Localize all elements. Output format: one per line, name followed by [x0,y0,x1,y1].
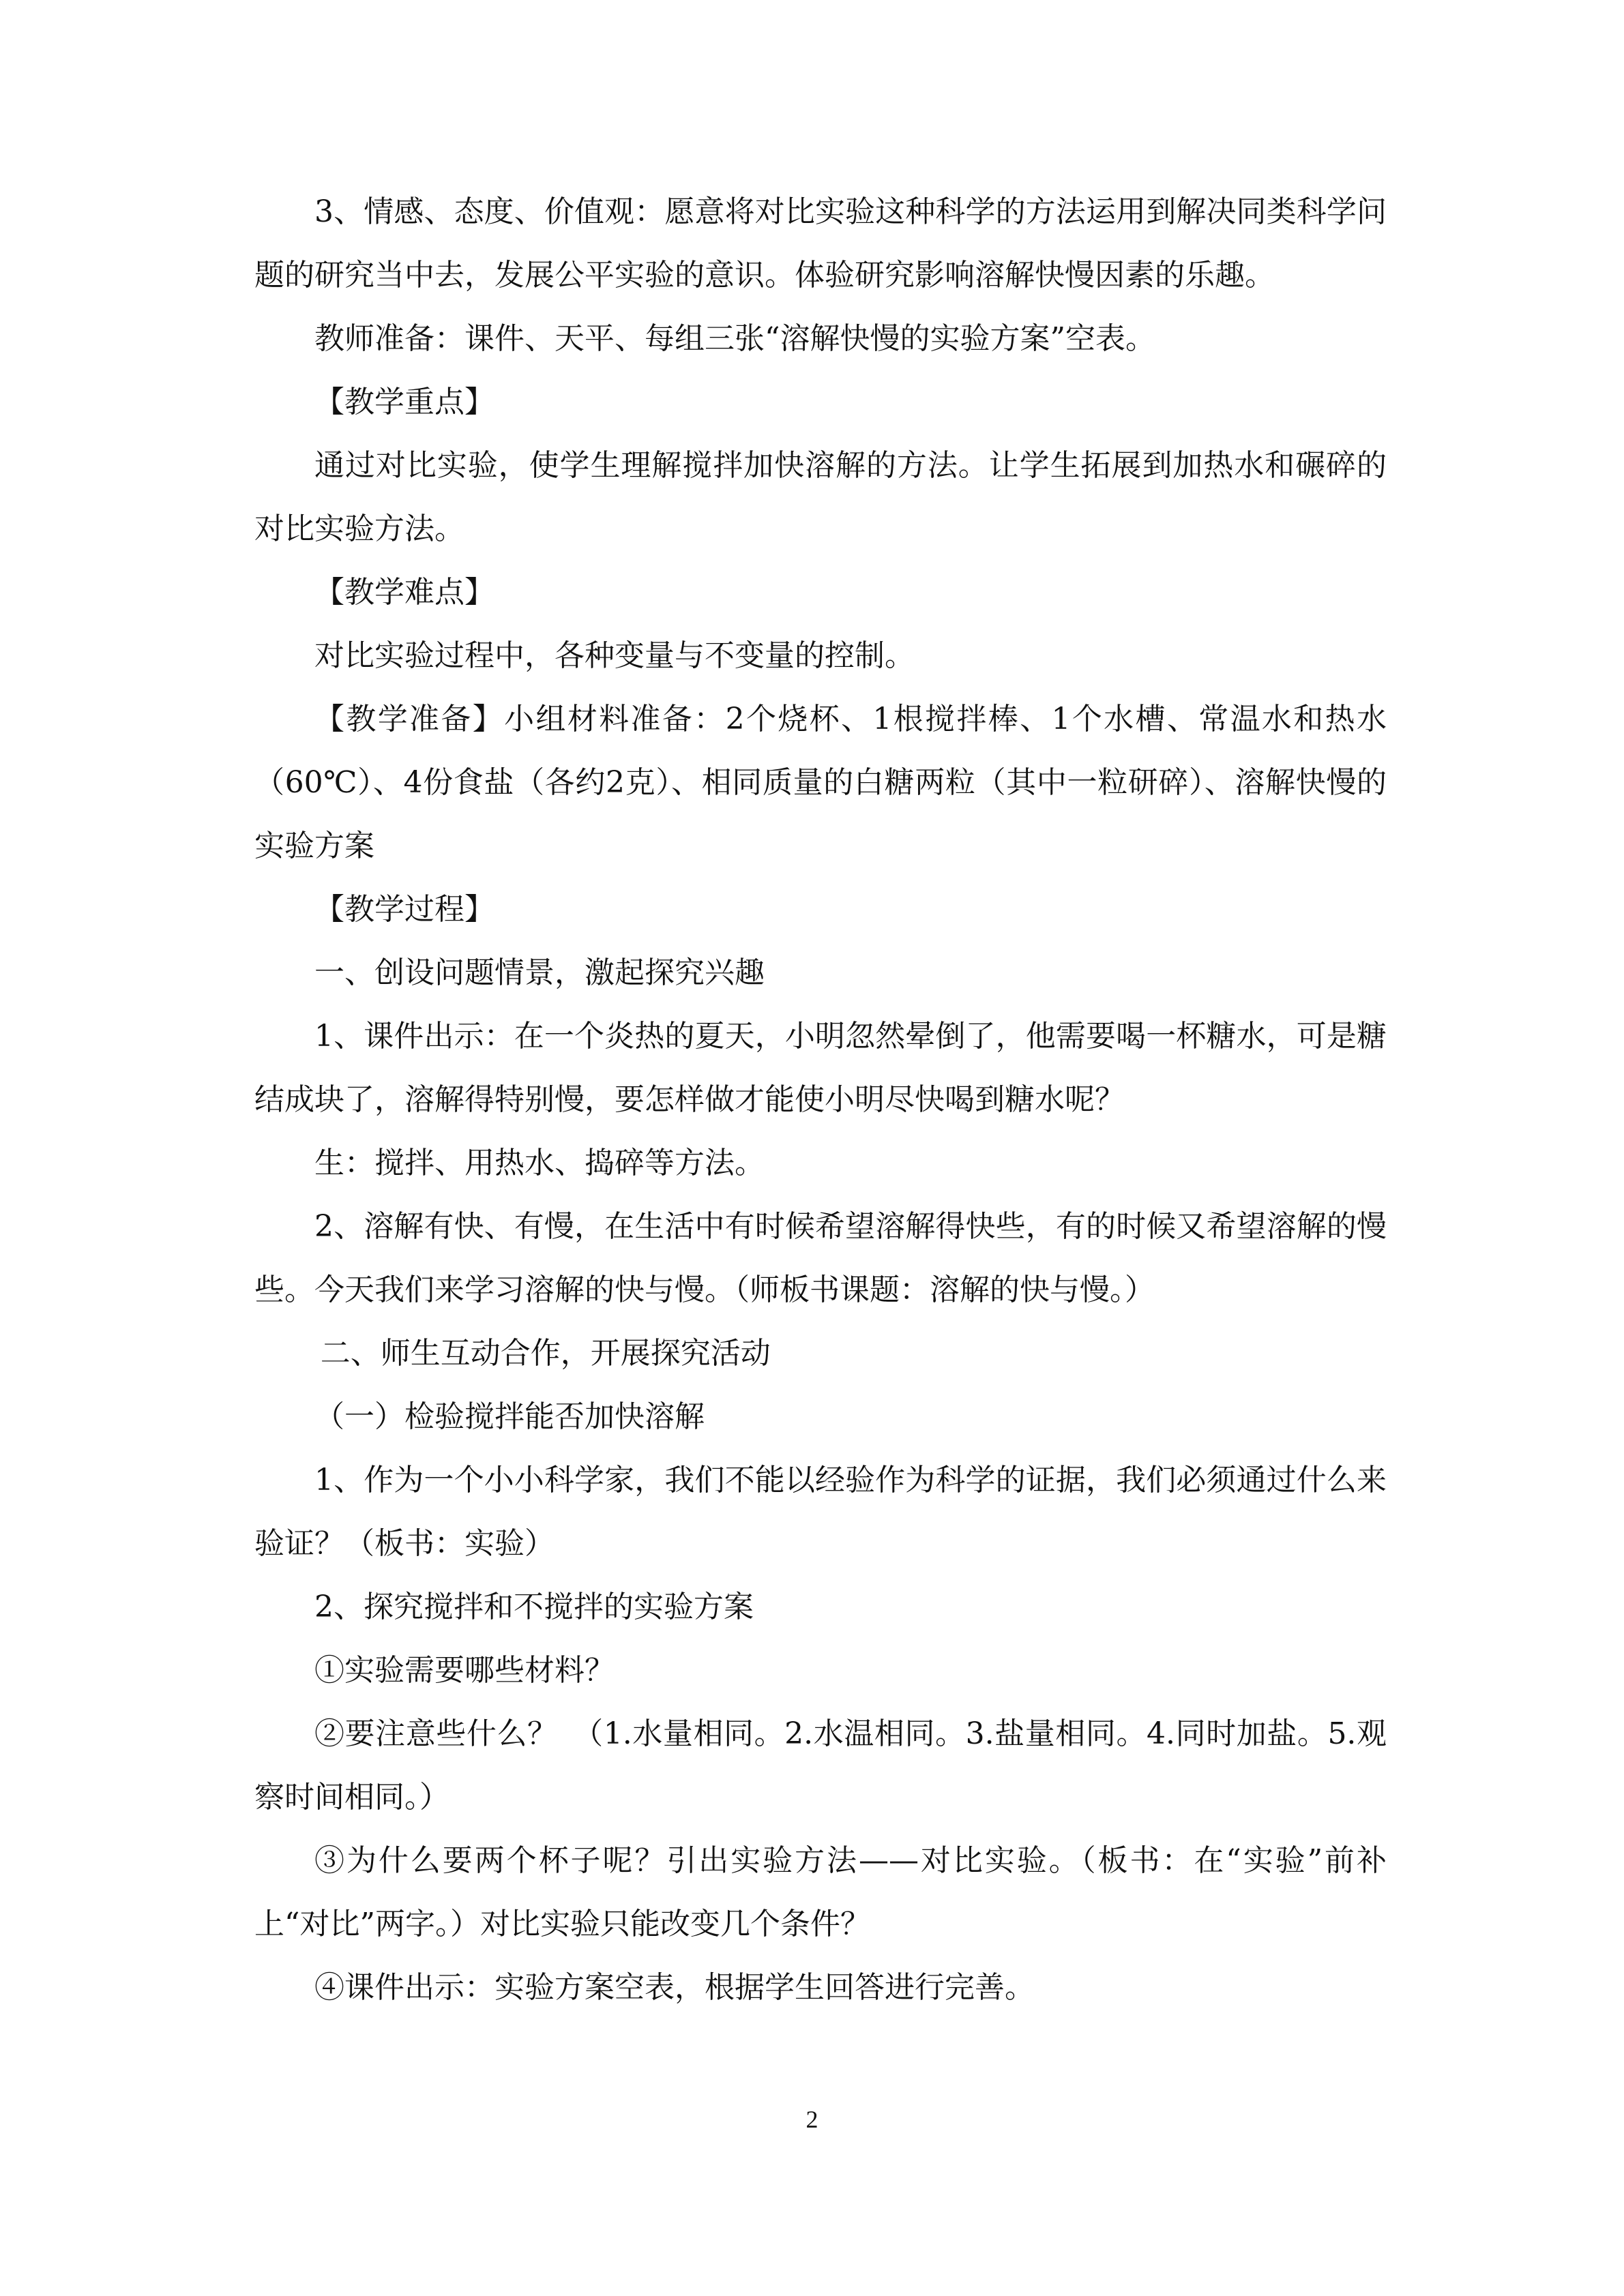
paragraph-verify: 1、作为一个小小科学家，我们不能以经验作为科学的证据，我们必须通过什么来验证？（板书：实验） [254,1463,1387,1561]
paragraph-plan: 2、探究搅拌和不搅拌的实验方案 [314,1590,754,1624]
paragraph-student-answer: 生：搅拌、用热水、捣碎等方法。 [314,1146,765,1180]
paragraph-intro-topic: 2、溶解有快、有慢，在生活中有时候希望溶解得快些，有的时候又希望溶解的慢些。今天我们来学习溶解的快与慢。（师板书课题：溶解的快与慢。） [254,1209,1387,1307]
list-item-3: ③为什么要两个杯子呢？引出实验方法——对比实验。（板书：在“实验”前补上“对比”两字。）对比实验只能改变几个条件？ [254,1843,1387,1941]
paragraph-teacher-prep: 教师准备：课件、天平、每组三张“溶解快慢的实验方案”空表。 [314,321,1155,356]
list-item-2: ②要注意些什么？ （1.水量相同。2.水温相同。3.盐量相同。4.同时加盐。5.观察时间相同。） [254,1716,1387,1815]
paragraph-key-points: 通过对比实验，使学生理解搅拌加快溶解的方法。让学生拓展到加热水和碾碎的对比实验方法。 [254,448,1387,546]
heading-process: 【教学过程】 [314,892,494,927]
section-heading-2: 二、师生互动合作，开展探究活动 [320,1336,771,1371]
paragraph-scenario: 1、课件出示：在一个炎热的夏天，小明忽然晕倒了，他需要喝一杯糖水，可是糖结成块了，溶解得特别慢，要怎样做才能使小明尽快喝到糖水呢？ [254,1019,1387,1117]
list-item-1: ①实验需要哪些材料？ [314,1653,615,1688]
page-number: 2 [806,2106,818,2133]
paragraph-materials: 【教学准备】小组材料准备：2个烧杯、1根搅拌棒、1个水槽、常温水和热水（60℃）、4份食盐（各约2克）、相同质量的白糖两粒（其中一粒研碎）、溶解快慢的实验方案 [254,702,1387,863]
subsection-heading-1: （一）检验搅拌能否加快溶解 [314,1399,705,1434]
paragraph-goal-attitude: 3、情感、态度、价值观：愿意将对比实验这种科学的方法运用到解决同类科学问题的研究当中去，发展公平实验的意识。体验研究影响溶解快慢因素的乐趣。 [254,194,1387,293]
paragraph-difficulties: 对比实验过程中，各种变量与不变量的控制。 [314,638,915,673]
list-item-4: ④课件出示：实验方案空表，根据学生回答进行完善。 [314,1970,1035,2005]
body-text [254,180,1387,2019]
heading-difficulties: 【教学难点】 [314,575,494,610]
section-heading-1: 一、创设问题情景，激起探究兴趣 [314,955,765,990]
heading-key-points: 【教学重点】 [314,385,494,419]
